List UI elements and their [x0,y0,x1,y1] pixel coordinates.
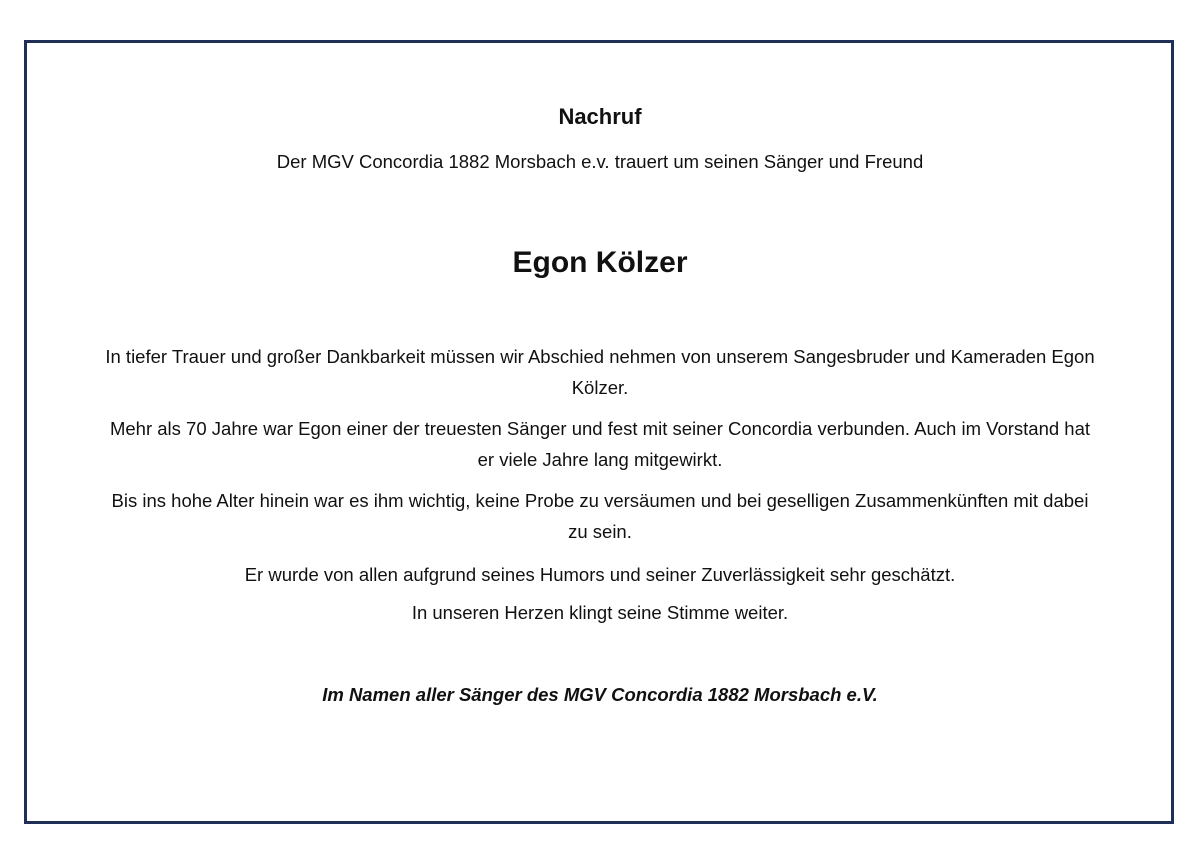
notice-heading: Nachruf [558,104,642,129]
notice-signature: Im Namen aller Sänger des MGV Concordia 1882 Morsbach e.V. [322,684,878,705]
paragraph-appreciation: Er wurde von allen aufgrund seines Humors und seiner Zuverlässigkeit sehr geschätzt. [244,564,956,585]
paragraph-farewell: In tiefer Trauer und großer Dankbarkeit müssen wir Abschied nehmen von unserem Sangesbruder und Kameraden Egon Kölzer. [105,346,1095,398]
notice-intro: Der MGV Concordia 1882 Morsbach e.v. trauert um seinen Sänger und Freund [276,151,924,172]
paragraph-membership: Mehr als 70 Jahre war Egon einer der treuesten Sänger und fest mit seiner Concordia verbunden. Auch im Vorstand hat er viele Jahre lang mitgewirkt. [109,418,1091,470]
paragraph-dedication: Bis ins hohe Alter hinein war es ihm wichtig, keine Probe zu versäumen und bei geselligen Zusammenkünften mit dabei zu sein. [111,490,1089,542]
deceased-name: Egon Kölzer [512,246,688,279]
paragraph-remembrance: In unseren Herzen klingt seine Stimme weiter. [411,602,789,623]
